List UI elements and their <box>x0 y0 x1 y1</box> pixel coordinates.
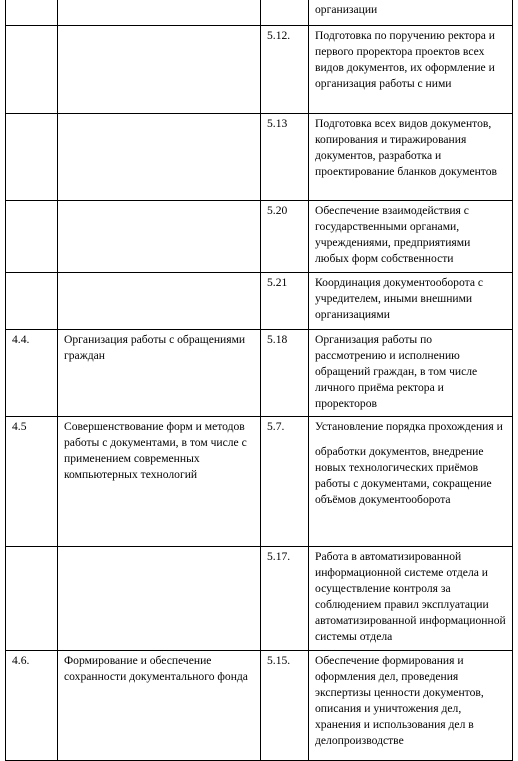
table-row <box>6 26 513 114</box>
table-row <box>6 547 513 651</box>
table-row <box>6 0 513 26</box>
section-title-cell <box>58 114 261 201</box>
section-title-cell <box>58 201 261 273</box>
function-number-cell: 5.20 <box>261 201 309 273</box>
table-row <box>6 651 513 761</box>
function-text-part: Установление порядка прохождения и <box>315 420 503 433</box>
function-text-cell: организации <box>309 0 513 26</box>
section-number-cell <box>6 0 58 26</box>
function-text-cell: Обеспечение формирования и оформления дел, проведения экспертизы ценности документов, описания и уничтожения дел, хранения и использования дел в делопроизводстве <box>309 651 513 761</box>
functions-table <box>5 0 513 761</box>
function-text-cell: Подготовка по поручению ректора и первого проректора проектов всех видов документов, их оформление и организация работы с ними <box>309 26 513 114</box>
function-text-part: обработки документов, внедрение новых технологических приёмов работы с документами, сокращение объёмов документооборота <box>315 445 492 507</box>
table-row <box>6 201 513 273</box>
section-number-cell <box>6 114 58 201</box>
section-title-cell: Совершенствование форм и методов работы с документами, в том числе с применением современных компьютерных технологий <box>58 417 261 547</box>
function-text-cell: Обеспечение взаимодействия с государственными органами, учреждениями, предприятиями любых форм собственности <box>309 201 513 273</box>
function-number-cell: 5.12. <box>261 26 309 114</box>
function-text-cell: Подготовка всех видов документов, копирования и тиражирования документов, разработка и проектирование бланков документов <box>309 114 513 201</box>
section-title-cell <box>58 0 261 26</box>
table-row <box>6 417 513 547</box>
section-number-cell: 4.6. <box>6 651 58 761</box>
function-number-cell: 5.13 <box>261 114 309 201</box>
function-text-cell <box>309 417 513 547</box>
table-row <box>6 330 513 417</box>
section-title-cell <box>58 547 261 651</box>
paragraph-gap <box>315 435 506 444</box>
section-number-cell: 4.5 <box>6 417 58 547</box>
section-title-cell <box>58 26 261 114</box>
section-title-cell: Организация работы с обращениями граждан <box>58 330 261 417</box>
function-number-cell: 5.17. <box>261 547 309 651</box>
section-number-cell <box>6 273 58 330</box>
function-text-cell: Координация документооборота с учредителем, иными внешними организациями <box>309 273 513 330</box>
table-row <box>6 114 513 201</box>
table-row <box>6 273 513 330</box>
function-number-cell: 5.21 <box>261 273 309 330</box>
section-number-cell <box>6 201 58 273</box>
function-number-cell: 5.15. <box>261 651 309 761</box>
section-number-cell: 4.4. <box>6 330 58 417</box>
section-number-cell <box>6 26 58 114</box>
function-text-cell: Работа в автоматизированной информационной системе отдела и осуществление контроля за соблюдением правил эксплуатации автоматизированной информационной системы отдела <box>309 547 513 651</box>
function-number-cell: 5.7. <box>261 417 309 547</box>
section-number-cell <box>6 547 58 651</box>
function-number-cell: 5.18 <box>261 330 309 417</box>
section-title-cell <box>58 273 261 330</box>
function-number-cell <box>261 0 309 26</box>
function-text-cell: Организация работы по рассмотрению и исполнению обращений граждан, в том числе личного приёма ректора и проректоров <box>309 330 513 417</box>
section-title-cell: Формирование и обеспечение сохранности документального фонда <box>58 651 261 761</box>
